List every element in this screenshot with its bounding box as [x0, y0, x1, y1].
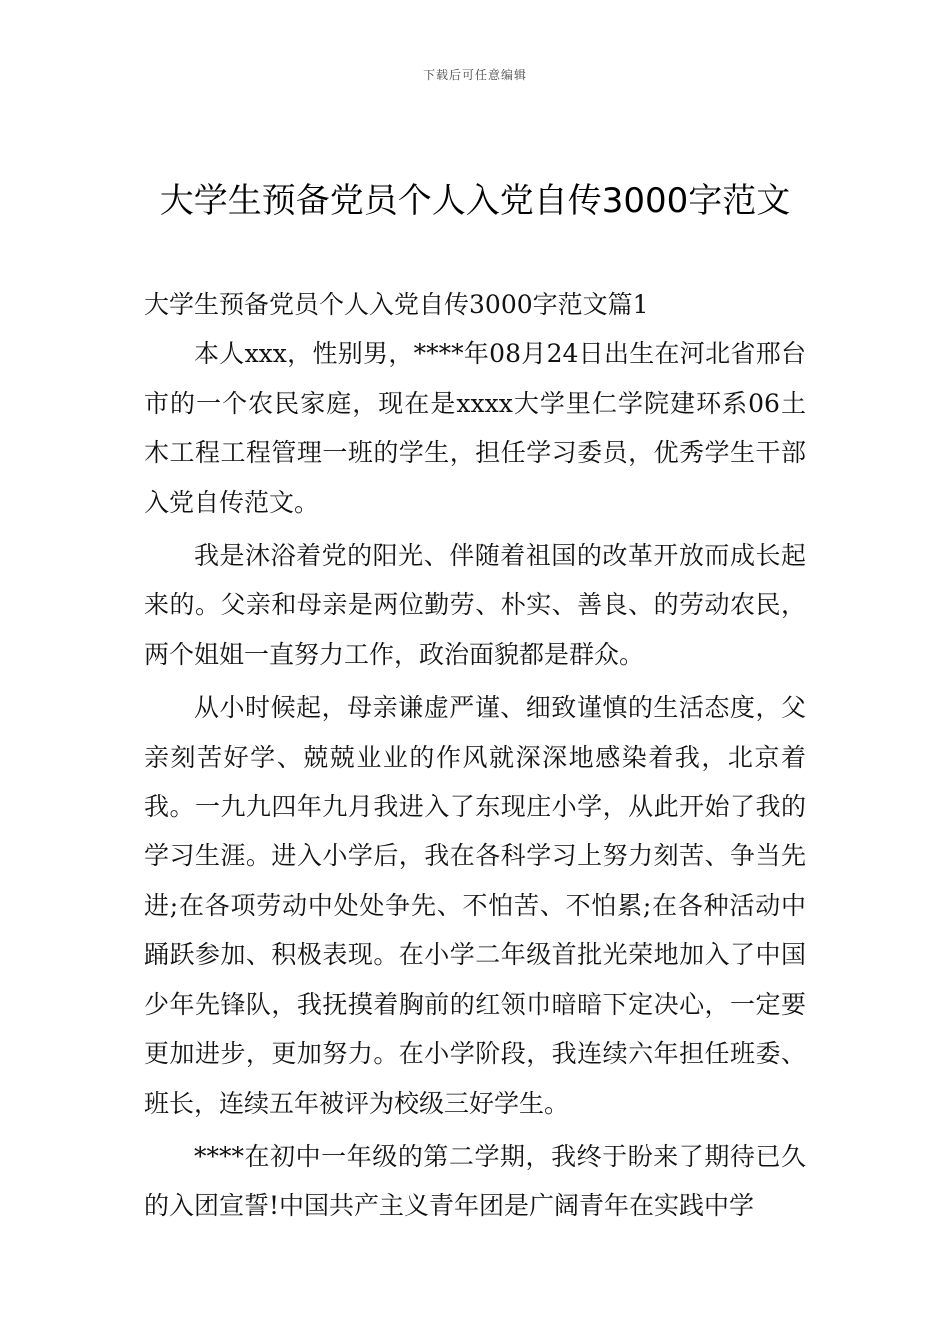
- document-body: [144, 280, 806, 1231]
- paragraph-3: 从小时候起，母亲谦虚严谨、细致谨慎的生活态度，父亲刻苦好学、兢兢业业的作风就深深地感染着我，北京着我。一九九四年九月我进入了东现庄小学，从此开始了我的学习生涯。进入小学后，我在各科学习上努力刻苦、争当先进;在各项劳动中处处争先、不怕苦、不怕累;在各种活动中踊跃参加、积极表现。在小学二年级首批光荣地加入了中国少年先锋队，我抚摸着胸前的红领巾暗暗下定决心，一定要更加进步，更加努力。在小学阶段，我连续六年担任班委、班长，连续五年被评为校级三好学生。: [144, 693, 806, 1118]
- section-heading: 大学生预备党员个人入党自传3000字范文篇1: [144, 290, 649, 319]
- document-title: 大学生预备党员个人入党自传3000字范文: [159, 181, 791, 221]
- paragraph-2: 我是沐浴着党的阳光、伴随着祖国的改革开放而成长起来的。父亲和母亲是两位勤劳、朴实、善良、的劳动农民，两个姐姐一直努力工作，政治面貌都是群众。: [144, 541, 806, 669]
- header-note: 下载后可任意编辑: [422, 68, 527, 82]
- paragraph-1: 本人xxx，性别男，****年08月24日出生在河北省邢台市的一个农民家庭，现在是xxxx大学里仁学院建环系06土木工程工程管理一班的学生，担任学习委员，优秀学生干部入党自传范文。: [144, 339, 806, 517]
- paragraph-4: ****在初中一年级的第二学期，我终于盼来了期待已久的入团宣誓!中国共产主义青年团是广阔青年在实践中学: [144, 1141, 806, 1221]
